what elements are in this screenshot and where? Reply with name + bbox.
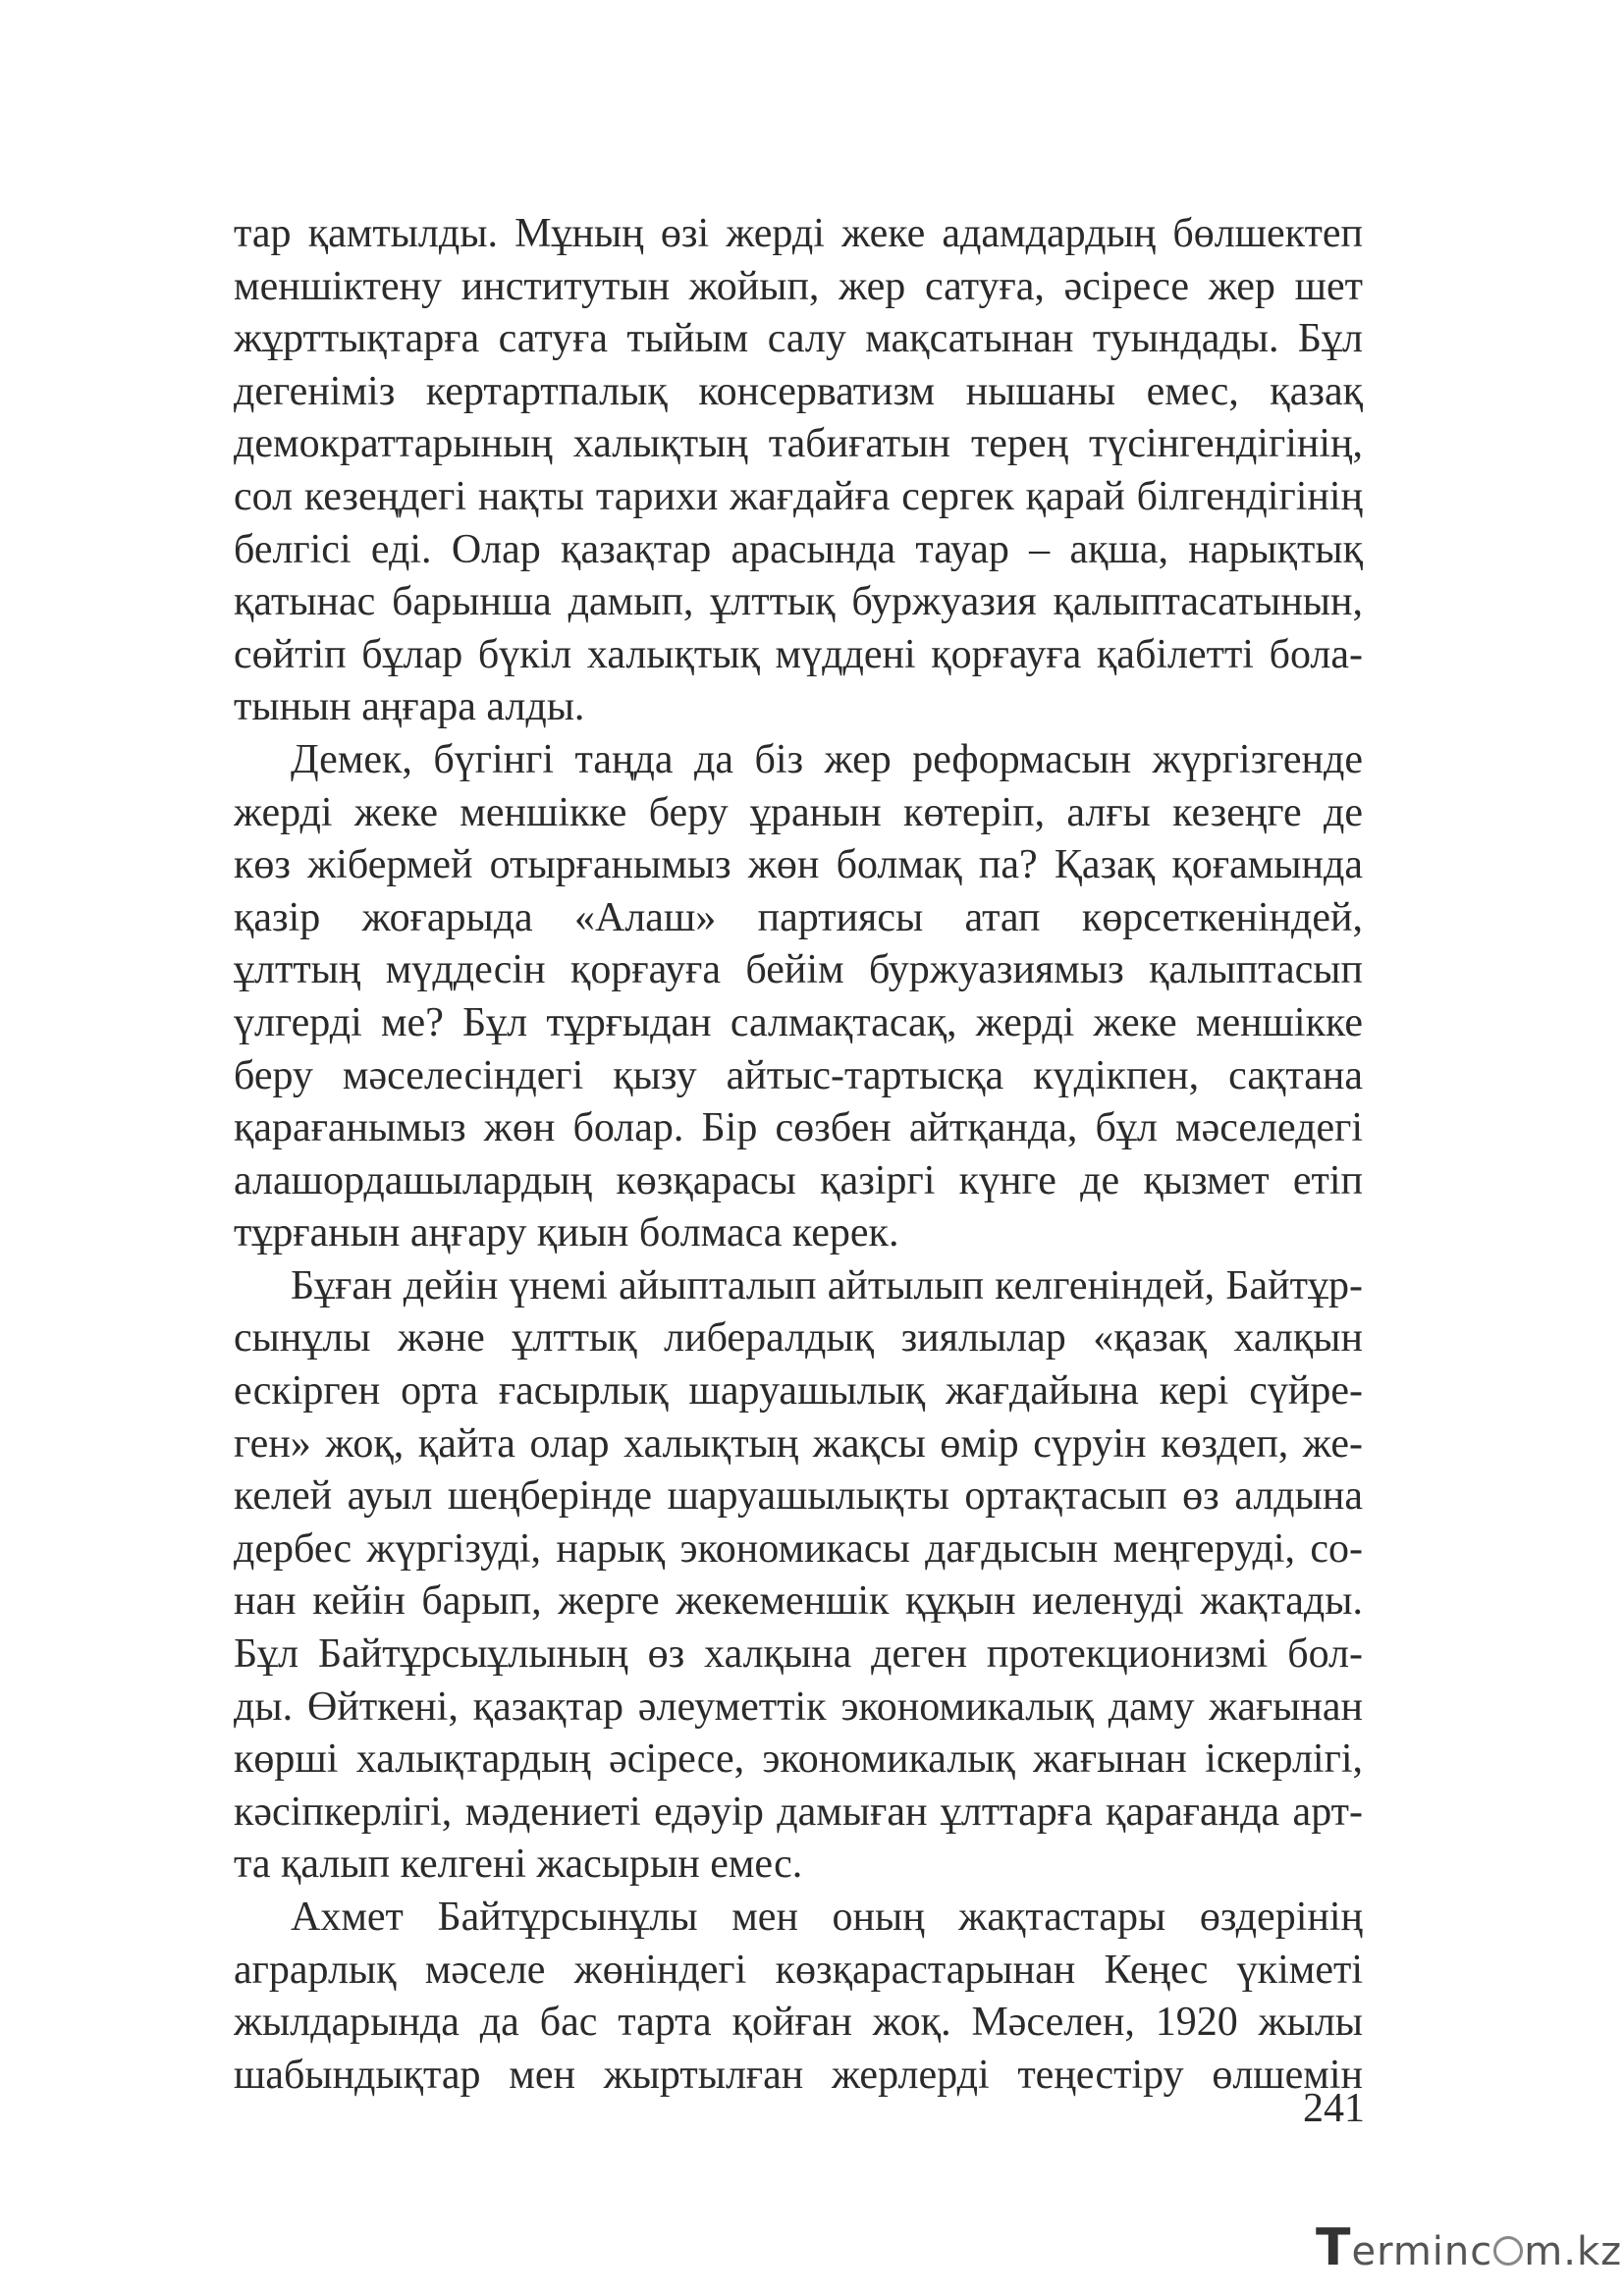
paragraph bbox=[234, 1892, 1363, 2102]
text-line: шабындықтар мен жыртылған жерлерді теңестіру өлшемін bbox=[234, 2052, 1363, 2098]
text-line: жұрттықтарға сатуға тыйым салу мақсатынан туындады. Бұл bbox=[234, 316, 1363, 362]
text-line: беру мәселесіндегі қызу айтыс-тартысқа күдікпен, сақтана bbox=[234, 1052, 1363, 1098]
text-line: жерді жеке меншікке беру ұранын көтеріп, алғы кезеңге де bbox=[234, 789, 1363, 835]
text-line: дегеніміз кертартпалық консерватизм нышаны емес, қазақ bbox=[234, 368, 1363, 414]
globe-icon bbox=[1493, 2236, 1523, 2266]
text-line: сөйтіп бұлар бүкіл халықтық мүддені қорғауға қабілетті бола- bbox=[234, 631, 1363, 677]
text-line: алашордашылардың көзқарасы қазіргі күнге де қызмет етіп bbox=[234, 1157, 1363, 1203]
text-line: тынын аңғара алды. bbox=[234, 684, 585, 730]
text-line: та қалып келгені жасырын емес. bbox=[234, 1842, 803, 1888]
text-line: көз жібермей отырғанымыз жөн болмақ па? Қазақ қоғамында bbox=[234, 842, 1363, 888]
text-line: белгісі еді. Олар қазақтар арасында тауар – ақша, нарықтық bbox=[234, 526, 1363, 572]
paragraph bbox=[234, 734, 1363, 1260]
text-line: Бұл Байтұрсыұлының өз халқына деген протекционизмі бол- bbox=[234, 1631, 1363, 1678]
text-line: қазір жоғарыда «Алаш» партиясы атап көрсеткеніндей, bbox=[234, 894, 1363, 940]
text-line: аграрлық мәселе жөніндегі көзқарастарынан Кеңес үкіметі bbox=[234, 1947, 1363, 1993]
watermark-text-part2: m.kz bbox=[1524, 2229, 1623, 2274]
page-number: 241 bbox=[1303, 2086, 1365, 2131]
text-line: көрші халықтардың әсіресе, экономикалық жағынан іскерлігі, bbox=[234, 1736, 1363, 1783]
text-line: Бұған дейін үнемі айыпталып айтылып келгеніндей, Байтұр- bbox=[291, 1262, 1363, 1308]
paragraph bbox=[234, 208, 1363, 734]
text-line: ұлттың мүддесін қорғауға бейім буржуазиямыз қалыптасып bbox=[234, 947, 1363, 993]
text-line: демократтарының халықтың табиғатын терең түсінгендігінің, bbox=[234, 421, 1363, 467]
text-line: дербес жүргізуді, нарық экономикасы дағдысын меңгеруді, со- bbox=[234, 1525, 1363, 1572]
watermark-text-part1: erminc bbox=[1351, 2229, 1493, 2274]
body-text bbox=[234, 208, 1363, 2102]
text-line: ген» жоқ, қайта олар халықтың жақсы өмір сүруін көздеп, же- bbox=[234, 1420, 1363, 1467]
text-line: тар қамтылды. Мұның өзі жерді жеке адамдардың бөлшектеп bbox=[234, 211, 1363, 256]
text-line: қарағанымыз жөн болар. Бір сөзбен айтқанда, бұл мәселедегі bbox=[234, 1105, 1363, 1151]
text-line: ды. Өйткені, қазақтар әлеуметтік экономикалық даму жағынан bbox=[234, 1683, 1363, 1730]
text-line: ескірген орта ғасырлық шаруашылық жағдайына кері сүйре- bbox=[234, 1368, 1363, 1415]
text-line: Демек, бүгінгі таңда да біз жер реформасын жүргізгенде bbox=[291, 736, 1363, 782]
text-line: Ахмет Байтұрсынұлы мен оның жақтастары өздерінің bbox=[291, 1895, 1363, 1940]
text-line: сынұлы және ұлттық либералдық зиялылар «қазақ халқын bbox=[234, 1315, 1363, 1362]
text-line: меншіктену институтын жойып, жер сатуға, әсіресе жер шет bbox=[234, 263, 1363, 309]
text-line: үлгерді ме? Бұл тұрғыдан салмақтасақ, жерді жеке меншікке bbox=[234, 999, 1363, 1045]
text-line: келей ауыл шеңберінде шаруашылықты ортақтасып өз алдына bbox=[234, 1473, 1363, 1520]
text-line: тұрғанын аңғару қиын болмаса керек. bbox=[234, 1210, 899, 1256]
text-line: кәсіпкерлігі, мәдениеті едәуір дамыған ұлттарға қарағанда арт- bbox=[234, 1789, 1363, 1835]
text-line: қатынас барынша дамып, ұлттық буржуазия қалыптасатынын, bbox=[234, 579, 1363, 625]
text-line: нан кейін барып, жерге жекеменшік құқын иеленуді жақтады. bbox=[234, 1578, 1363, 1625]
text-line: жылдарында да бас тарта қойған жоқ. Мәселен, 1920 жылы bbox=[234, 2000, 1363, 2046]
paragraph bbox=[234, 1260, 1363, 1892]
watermark-initial: T bbox=[1316, 2218, 1352, 2277]
termincom-watermark bbox=[1316, 2220, 1622, 2275]
text-line: сол кезеңдегі нақты тарихи жағдайға сергек қарай білгендігінің bbox=[234, 473, 1363, 519]
